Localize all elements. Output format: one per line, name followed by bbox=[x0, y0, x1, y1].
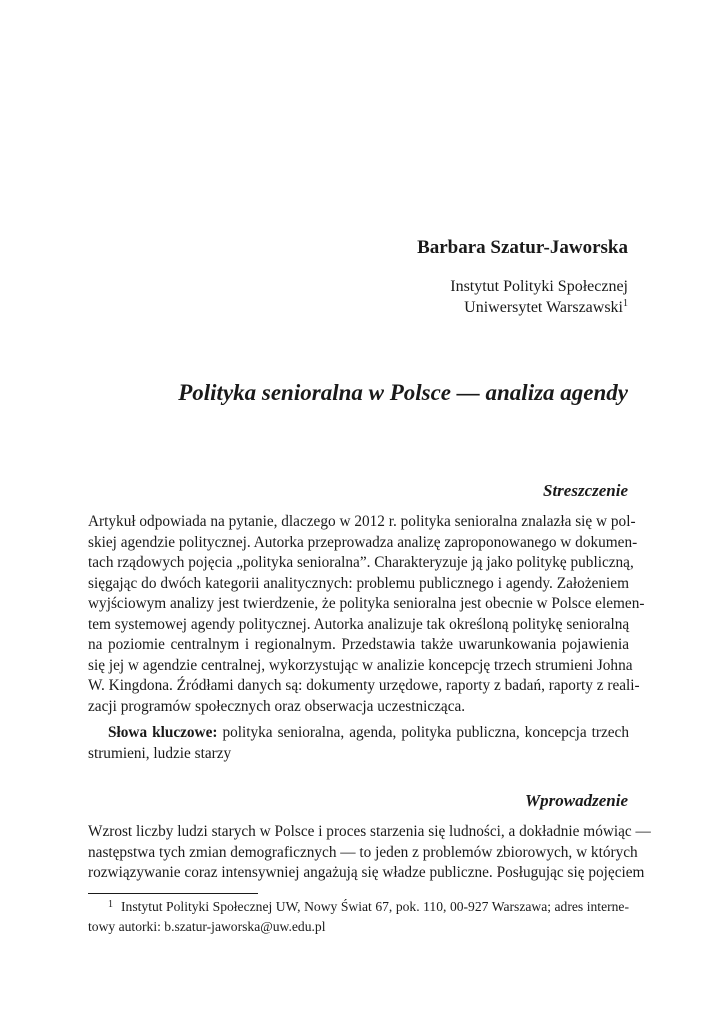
keywords bbox=[88, 723, 629, 764]
footnote-mark: 1 bbox=[108, 899, 113, 910]
abstract-line: na poziomie centralnym i regionalnym. Przedstawia także uwarunkowania pojawienia bbox=[88, 636, 629, 653]
abstract-heading: Streszczenie bbox=[543, 481, 628, 500]
introduction-line: rozwiązywanie coraz intensywniej angażują się władze publiczne. Posługując się pojęciem bbox=[88, 864, 645, 881]
affiliation-footnote-mark[interactable]: 1 bbox=[623, 298, 628, 309]
keywords-list-start: polityka senioralna, agenda, polityka publiczna, koncepcja trzech bbox=[222, 724, 629, 741]
affiliation-university-name: Uniwersytet Warszawski bbox=[464, 299, 623, 316]
abstract-text bbox=[88, 512, 645, 717]
introduction-heading: Wprowadzenie bbox=[525, 791, 628, 810]
abstract-line: tach rządowych pojęcia „polityka senioralna”. Charakteryzuje ją jako politykę publiczną, bbox=[88, 554, 634, 571]
affiliation-institute: Instytut Polityki Społecznej bbox=[450, 278, 628, 295]
abstract-line: zacji programów społecznych oraz obserwacja uczestnicząca. bbox=[88, 697, 466, 715]
keywords-label: Słowa kluczowe: bbox=[108, 724, 218, 741]
footnote-text-start: Instytut Polityki Społecznej UW, Nowy Świat 67, pok. 110, 00-927 Warszawa; adres interne- bbox=[121, 899, 629, 914]
abstract-line: się jej w agendzie centralnej, wykorzystując w analizie koncepcję trzech strumieni Johna bbox=[88, 656, 633, 674]
keywords-list-end: strumieni, ludzie starzy bbox=[88, 744, 232, 762]
footnote-line bbox=[88, 897, 629, 917]
abstract-line: W. Kingdona. Źródłami danych są: dokumenty urzędowe, raporty z badań, raporty z reali- bbox=[88, 677, 640, 694]
abstract-line: skiej agendzie politycznej. Autorka przeprowadza analizę zaproponowanego w dokumen- bbox=[88, 533, 638, 551]
abstract-line: sięgając do dwóch kategorii analitycznych: problemu publicznego i agendy. Założeniem bbox=[88, 574, 629, 592]
footnote-text-end: towy autorki: b.szatur-jaworska@uw.edu.pl bbox=[88, 919, 326, 934]
keywords-line bbox=[88, 723, 629, 744]
footnote-divider bbox=[88, 893, 258, 894]
abstract-line: tem systemowej agendy politycznej. Autorka analizuje tak określoną politykę senioralną bbox=[88, 615, 630, 633]
author-name: Barbara Szatur-Jaworska bbox=[417, 237, 628, 258]
introduction-line: Wzrost liczby ludzi starych w Polsce i proces starzenia się ludności, a dokładnie mówiąc — bbox=[88, 823, 651, 840]
footnote bbox=[88, 897, 629, 937]
article-title: Polityka senioralna w Polsce — analiza agendy bbox=[178, 380, 628, 405]
abstract-line: wyjściowym analizy jest twierdzenie, że polityka senioralna jest obecnie w Polsce elemen- bbox=[88, 595, 645, 612]
author-affiliation bbox=[450, 276, 628, 318]
abstract-line: Artykuł odpowiada na pytanie, dlaczego w 2012 r. polityka senioralna znalazła się w pol- bbox=[88, 513, 636, 530]
introduction-text bbox=[88, 822, 651, 884]
introduction-line: następstwa tych zmian demograficznych — to jeden z problemów zbiorowych, w których bbox=[88, 843, 638, 861]
affiliation-university bbox=[450, 297, 628, 318]
